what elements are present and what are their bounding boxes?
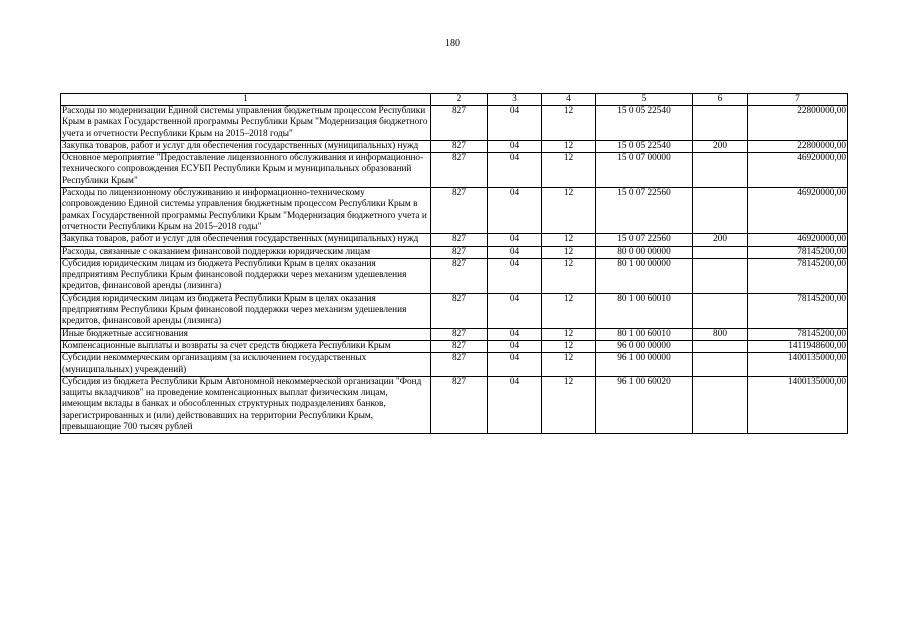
cell-expense-type [693,353,748,377]
cell-subsection: 12 [542,234,596,246]
cell-amount: 46920000,00 [748,153,848,188]
cell-name: Расходы, связанные с оказанием финансовой поддержки юридическим лицам [61,246,431,258]
cell-name: Иные бюджетные ассигнования [61,328,431,340]
table-row [61,293,848,328]
cell-expense-type [693,106,748,141]
cell-section: 04 [488,106,542,141]
cell-subsection: 12 [542,153,596,188]
cell-target-article: 15 0 07 22560 [596,234,693,246]
cell-amount: 22800000,00 [748,140,848,152]
cell-expense-type [693,246,748,258]
cell-expense-type [693,293,748,328]
cell-target-article: 80 1 00 60010 [596,328,693,340]
table-body [61,106,848,434]
cell-subsection: 12 [542,246,596,258]
cell-name: Субсидия юридическим лицам из бюджета Республики Крым в целях оказания предприятиям Республики Крым финансовой поддержки через механизм удешевления кредитов, финансовой аренды (лизинга) [61,293,431,328]
cell-grbs: 827 [431,340,488,352]
cell-grbs: 827 [431,258,488,293]
cell-target-article: 96 0 00 00000 [596,340,693,352]
cell-section: 04 [488,328,542,340]
cell-section: 04 [488,293,542,328]
cell-target-article: 80 1 00 00000 [596,258,693,293]
cell-name: Субсидия из бюджета Республики Крым Автономной некоммерческой организации "Фонд защиты вкладчиков" на проведение компенсационных выплат физическим лицам, имеющим вклады в банках и обособленных структурных подразделениях банков, зарегистрированных и (или) действовавших на территории Республики Крым, превышающие 700 тысяч рублей [61,376,431,433]
cell-section: 04 [488,188,542,234]
header-col-1: 1 [61,94,431,106]
cell-target-article: 15 0 07 00000 [596,153,693,188]
cell-name: Компенсационные выплаты и возвраты за счет средств бюджета Республики Крым [61,340,431,352]
header-col-4: 4 [542,94,596,106]
cell-subsection: 12 [542,258,596,293]
cell-target-article: 80 1 00 60010 [596,293,693,328]
cell-expense-type: 200 [693,140,748,152]
cell-section: 04 [488,153,542,188]
cell-subsection: 12 [542,188,596,234]
cell-section: 04 [488,234,542,246]
table-row [61,153,848,188]
cell-amount: 22800000,00 [748,106,848,141]
cell-expense-type [693,340,748,352]
cell-amount: 1411948600,00 [748,340,848,352]
cell-subsection: 12 [542,140,596,152]
cell-name: Основное мероприятие "Предоставление лицензионного обслуживания и информационно-технического сопровождения ЕСУБП Республики Крым и муниципальных образований Республики Крым" [61,153,431,188]
cell-name: Расходы по лицензионному обслуживанию и информационно-техническому сопровождению Единой системы управления бюджетным процессом Республики Крым в рамках Государственной программы Республики Крым "Модернизация бюджетного учета и отчетности Республики Крым на 2015–2018 годы" [61,188,431,234]
cell-subsection: 12 [542,353,596,377]
cell-expense-type: 200 [693,234,748,246]
cell-grbs: 827 [431,140,488,152]
cell-amount: 46920000,00 [748,188,848,234]
table-row [61,340,848,352]
header-col-3: 3 [488,94,542,106]
cell-grbs: 827 [431,153,488,188]
cell-name: Закупка товаров, работ и услуг для обеспечения государственных (муниципальных) нужд [61,234,431,246]
cell-section: 04 [488,340,542,352]
cell-subsection: 12 [542,340,596,352]
cell-name: Субсидия юридическим лицам из бюджета Республики Крым в целях оказания предприятиям Республики Крым финансовой поддержки через механизм удешевления кредитов, финансовой аренды (лизинга) [61,258,431,293]
table-row [61,328,848,340]
budget-table [60,93,848,434]
table-row [61,234,848,246]
cell-amount: 1400135000,00 [748,353,848,377]
cell-grbs: 827 [431,188,488,234]
cell-name: Закупка товаров, работ и услуг для обеспечения государственных (муниципальных) нужд [61,140,431,152]
cell-grbs: 827 [431,376,488,433]
cell-target-article: 80 0 00 00000 [596,246,693,258]
cell-subsection: 12 [542,293,596,328]
table-row [61,353,848,377]
page-number: 180 [445,38,460,49]
cell-subsection: 12 [542,328,596,340]
header-col-6: 6 [693,94,748,106]
cell-expense-type [693,153,748,188]
cell-expense-type: 800 [693,328,748,340]
cell-grbs: 827 [431,328,488,340]
header-col-7: 7 [748,94,848,106]
cell-target-article: 15 0 05 22540 [596,106,693,141]
table-row [61,246,848,258]
cell-amount: 46920000,00 [748,234,848,246]
header-row [61,94,848,106]
cell-amount: 1400135000,00 [748,376,848,433]
cell-target-article: 96 1 00 00000 [596,353,693,377]
cell-section: 04 [488,246,542,258]
cell-amount: 78145200,00 [748,258,848,293]
cell-grbs: 827 [431,106,488,141]
header-col-2: 2 [431,94,488,106]
table-row [61,258,848,293]
cell-expense-type [693,258,748,293]
cell-amount: 78145200,00 [748,328,848,340]
cell-target-article: 96 1 00 60020 [596,376,693,433]
cell-section: 04 [488,140,542,152]
cell-expense-type [693,188,748,234]
table-row [61,376,848,433]
cell-section: 04 [488,376,542,433]
cell-grbs: 827 [431,353,488,377]
cell-section: 04 [488,353,542,377]
table-row [61,188,848,234]
cell-grbs: 827 [431,293,488,328]
cell-amount: 78145200,00 [748,293,848,328]
cell-grbs: 827 [431,234,488,246]
table-row [61,106,848,141]
cell-amount: 78145200,00 [748,246,848,258]
cell-subsection: 12 [542,376,596,433]
cell-subsection: 12 [542,106,596,141]
cell-target-article: 15 0 07 22560 [596,188,693,234]
table-row [61,140,848,152]
cell-name: Субсидии некоммерческим организациям (за исключением государственных (муниципальных) учреждений) [61,353,431,377]
cell-expense-type [693,376,748,433]
cell-name: Расходы по модернизации Единой системы управления бюджетным процессом Республики Крым в рамках Государственной программы Республики Крым "Модернизация бюджетного учета и отчетности Республики Крым на 2015–2018 годы" [61,106,431,141]
cell-target-article: 15 0 05 22540 [596,140,693,152]
cell-section: 04 [488,258,542,293]
header-col-5: 5 [596,94,693,106]
cell-grbs: 827 [431,246,488,258]
